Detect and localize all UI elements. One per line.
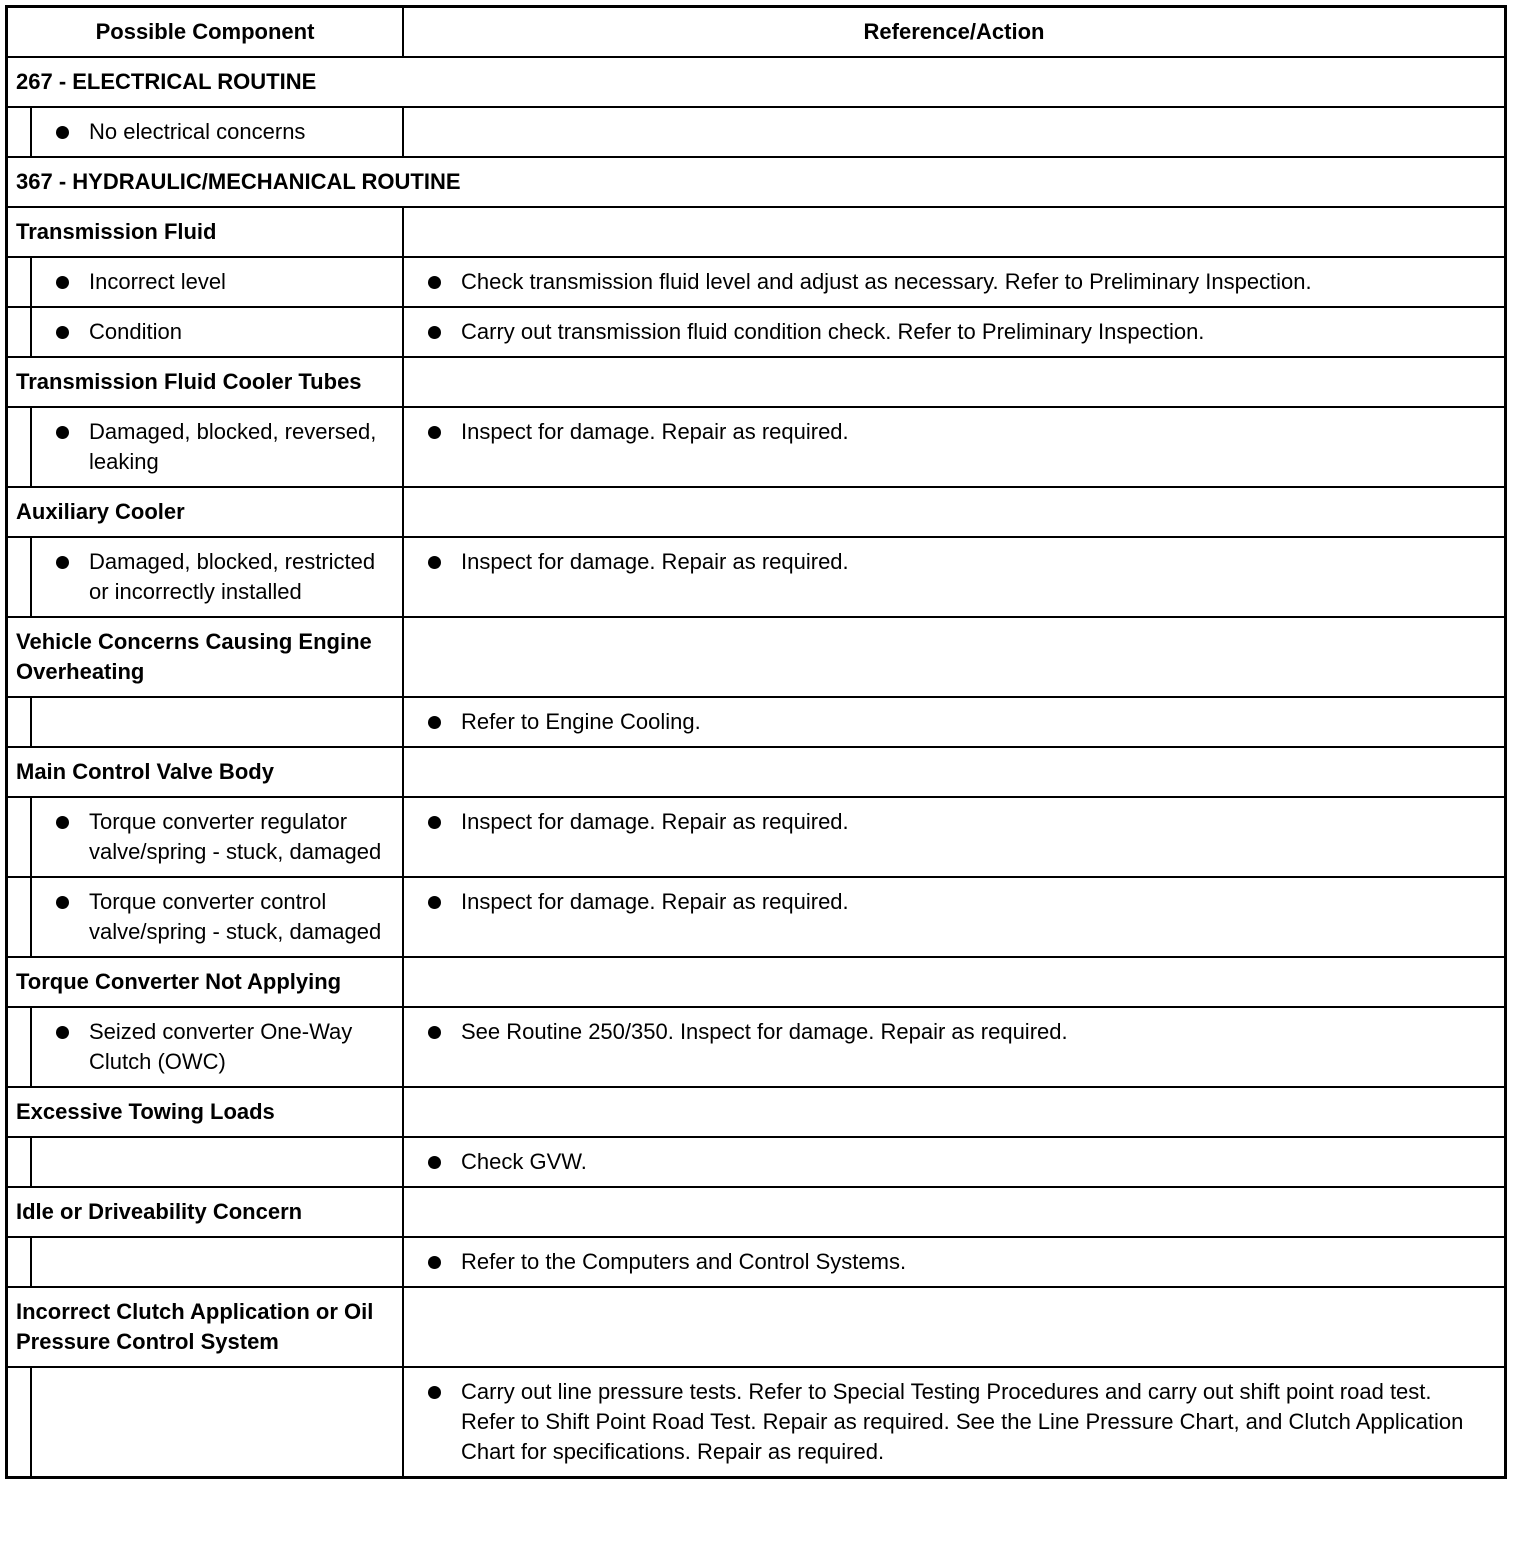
indent-column [8, 408, 32, 486]
component-group-row [8, 1286, 1504, 1366]
header-possible-component: Possible Component [95, 19, 315, 44]
component-cell [8, 358, 404, 406]
bullet-item [32, 878, 402, 956]
indent-column [8, 878, 32, 956]
component-cell [8, 618, 404, 696]
bullet-icon [428, 326, 441, 339]
action-cell [404, 108, 1504, 156]
bullet-item [404, 698, 731, 746]
bullet-item [404, 308, 1234, 356]
component-cell [8, 1088, 404, 1136]
bullet-icon [428, 276, 441, 289]
component-cell [8, 488, 404, 536]
component-cell [8, 1288, 404, 1366]
bullet-item [404, 1008, 1098, 1086]
component-cell [8, 1368, 404, 1476]
section-row [8, 156, 1504, 206]
bullet-item [404, 538, 879, 616]
component-group-title: Transmission Fluid Cooler Tubes [16, 369, 362, 394]
component-group-title: Incorrect Clutch Application or Oil Pressure Control System [16, 1299, 374, 1354]
action-cell [404, 1138, 1504, 1186]
action-cell [404, 698, 1504, 746]
bullet-text: Check transmission fluid level and adjust as necessary. Refer to Preliminary Inspection. [461, 269, 1312, 294]
bullet-text: Refer to the Computers and Control Systems. [461, 1249, 907, 1274]
bullet-icon [428, 1156, 441, 1169]
item-row [8, 876, 1504, 956]
action-cell [404, 1088, 1504, 1136]
bullet-item [32, 1008, 402, 1086]
bullet-icon [428, 426, 441, 439]
component-group-row [8, 746, 1504, 796]
indent-column [8, 258, 32, 306]
component-group-row [8, 206, 1504, 256]
bullet-text: No electrical concerns [89, 119, 306, 144]
component-group-title: Idle or Driveability Concern [16, 1199, 303, 1224]
component-group-title: Vehicle Concerns Causing Engine Overheating [16, 629, 372, 684]
action-cell [404, 1288, 1504, 1366]
item-row [8, 256, 1504, 306]
bullet-text: Seized converter One-Way Clutch (OWC) [89, 1019, 353, 1074]
action-cell [404, 798, 1504, 876]
bullet-text: Torque converter regulator valve/spring - stuck, damaged [89, 809, 382, 864]
bullet-icon [56, 126, 69, 139]
section-row [8, 56, 1504, 106]
action-cell [404, 358, 1504, 406]
bullet-icon [428, 556, 441, 569]
bullet-item [404, 1238, 936, 1286]
action-cell [404, 1008, 1504, 1086]
component-cell [8, 408, 404, 486]
bullet-icon [56, 556, 69, 569]
bullet-item [404, 1368, 1504, 1476]
indent-column [8, 1238, 32, 1286]
header-reference-action: Reference/Action [863, 19, 1045, 44]
indent-column [8, 538, 32, 616]
bullet-text: Damaged, blocked, reversed, leaking [89, 419, 377, 474]
bullet-text: Inspect for damage. Repair as required. [461, 889, 849, 914]
action-cell [404, 618, 1504, 696]
indent-column [8, 1138, 32, 1186]
component-cell [8, 1188, 404, 1236]
action-cell [404, 408, 1504, 486]
section-title: 367 - HYDRAULIC/MECHANICAL ROUTINE [16, 169, 461, 194]
bullet-text: See Routine 250/350. Inspect for damage. Repair as required. [461, 1019, 1068, 1044]
table-header [8, 8, 1504, 56]
bullet-text: Inspect for damage. Repair as required. [461, 549, 849, 574]
component-cell [8, 1008, 404, 1086]
item-row [8, 406, 1504, 486]
item-row [8, 1136, 1504, 1186]
component-group-title: Main Control Valve Body [16, 759, 274, 784]
bullet-icon [428, 716, 441, 729]
action-cell [404, 258, 1504, 306]
action-cell [404, 538, 1504, 616]
bullet-icon [56, 276, 69, 289]
indent-column [8, 698, 32, 746]
action-cell [404, 308, 1504, 356]
component-group-row [8, 1186, 1504, 1236]
bullet-text: Inspect for damage. Repair as required. [461, 809, 849, 834]
bullet-icon [428, 896, 441, 909]
component-cell [8, 878, 404, 956]
bullet-text: Damaged, blocked, restricted or incorrectly installed [89, 549, 376, 604]
bullet-item [404, 1138, 617, 1186]
bullet-item [32, 258, 236, 306]
component-group-title: Transmission Fluid [16, 219, 217, 244]
bullet-text: Check GVW. [461, 1149, 587, 1174]
component-cell [8, 308, 404, 356]
bullet-icon [56, 816, 69, 829]
component-group-row [8, 356, 1504, 406]
indent-column [8, 798, 32, 876]
bullet-item [32, 798, 402, 876]
section-title: 267 - ELECTRICAL ROUTINE [16, 69, 317, 94]
bullet-icon [56, 426, 69, 439]
item-row [8, 536, 1504, 616]
component-group-row [8, 1086, 1504, 1136]
component-group-title: Excessive Towing Loads [16, 1099, 275, 1124]
bullet-text: Inspect for damage. Repair as required. [461, 419, 849, 444]
bullet-item [404, 408, 879, 486]
component-group-row [8, 956, 1504, 1006]
indent-column [8, 308, 32, 356]
bullet-text: Refer to Engine Cooling. [461, 709, 701, 734]
component-group-title: Auxiliary Cooler [16, 499, 185, 524]
bullet-item [404, 258, 1342, 306]
bullet-text: Torque converter control valve/spring - stuck, damaged [89, 889, 382, 944]
component-cell [8, 208, 404, 256]
component-cell [8, 1138, 404, 1186]
component-group-title: Torque Converter Not Applying [16, 969, 342, 994]
bullet-item [32, 108, 315, 156]
bullet-text: Carry out transmission fluid condition check. Refer to Preliminary Inspection. [461, 319, 1205, 344]
bullet-icon [428, 1026, 441, 1039]
action-cell [404, 1368, 1504, 1476]
indent-column [8, 1008, 32, 1086]
bullet-text: Condition [89, 319, 182, 344]
bullet-icon [56, 896, 69, 909]
item-row [8, 306, 1504, 356]
component-cell [8, 108, 404, 156]
bullet-item [404, 798, 879, 876]
bullet-item [32, 538, 402, 616]
item-row [8, 696, 1504, 746]
component-cell [8, 538, 404, 616]
component-group-row [8, 616, 1504, 696]
item-row [8, 106, 1504, 156]
item-row [8, 796, 1504, 876]
bullet-icon [428, 816, 441, 829]
component-cell [8, 748, 404, 796]
component-group-row [8, 486, 1504, 536]
bullet-icon [428, 1256, 441, 1269]
bullet-item [404, 878, 879, 956]
component-cell [8, 698, 404, 746]
component-cell [8, 958, 404, 1006]
bullet-text: Carry out line pressure tests. Refer to Special Testing Procedures and carry out shift point road test. Refer to Shift Point Road Test. Repair as required. See the Line Pressure Chart, and Clutch Application Chart for specifications. Repair as required. [461, 1379, 1464, 1464]
item-row [8, 1236, 1504, 1286]
action-cell [404, 208, 1504, 256]
action-cell [404, 488, 1504, 536]
bullet-item [32, 308, 192, 356]
action-cell [404, 1238, 1504, 1286]
bullet-icon [428, 1386, 441, 1399]
component-cell [8, 1238, 404, 1286]
bullet-icon [56, 1026, 69, 1039]
item-row [8, 1366, 1504, 1476]
bullet-text: Incorrect level [89, 269, 226, 294]
action-cell [404, 958, 1504, 1006]
bullet-item [32, 408, 402, 486]
indent-column [8, 1368, 32, 1476]
indent-column [8, 108, 32, 156]
diagnostic-table [5, 5, 1507, 1479]
action-cell [404, 1188, 1504, 1236]
component-cell [8, 258, 404, 306]
action-cell [404, 748, 1504, 796]
action-cell [404, 878, 1504, 956]
item-row [8, 1006, 1504, 1086]
component-cell [8, 798, 404, 876]
bullet-icon [56, 326, 69, 339]
